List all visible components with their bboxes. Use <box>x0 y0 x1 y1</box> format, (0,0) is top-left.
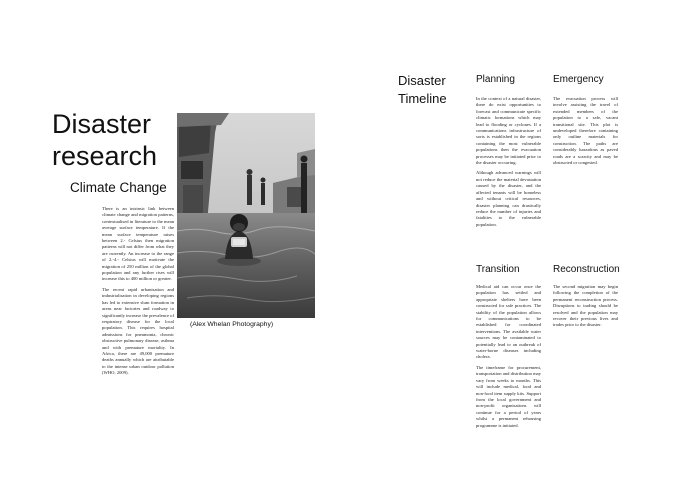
photo-caption: (Alex Whelan Photography) <box>190 321 274 328</box>
paragraph: The second migration may begin following the completion of the permanent reconstruction process. Disruptions to trading should be resolved and the population may recover their previous lives and trades prior to the disaster. <box>553 284 618 328</box>
flood-photograph <box>177 113 315 318</box>
emergency-heading: Emergency <box>553 74 604 85</box>
paragraph: Medical aid can occur once the population has settled and appropriate shelters have been constructed for safe practices. The stability of the population allows for communications to be established for coordinated interventions. The available water sources may be contaminated to potentially lead to an outbreak of water-borne diseases including cholera. <box>476 284 541 360</box>
timeline-title: Disaster Timeline <box>398 73 447 106</box>
paragraph: There is an intrinsic link between climate change and migration patterns, contextualised in literature to the mean average surface temperature. If the mean surface temperature raises between 2.- Celsius then migration patterns will not differ from what they are currently. An increase to the range of 2.-4.- Celsius will motivate the migration of 250 million of the global population and any further rises will increase this to 400 million or greater. <box>102 206 174 282</box>
planning-heading: Planning <box>476 74 515 85</box>
reconstruction-text <box>553 284 618 333</box>
planning-text <box>476 96 541 232</box>
paragraph: Although advanced warnings will not reduce the material devastation caused by the disaster, and the affected tenants will be homeless and without critical resources, disaster planning can drastically reduce the number of injuries and fatalities to the vulnerable population. <box>476 170 541 227</box>
paragraph: The recent rapid urbanisation and industrialisation in developing regions has led to extensive slum formation in areas near factories and roadway to significantly increase the prevalence of respiratory disease for the local population. This requires hospital admissions for pneumonia, chronic obstructive pulmonary disease, asthma and with premature mortality. In Africa, there are 49,000 premature deaths annually which are attributable to the intense urban outdoor pollution (WHO, 2009). <box>102 286 174 376</box>
flood-photograph-image <box>177 113 315 318</box>
transition-text <box>476 284 541 433</box>
paragraph: The timeframe for procurement, transportation and distribution may vary from weeks to months. This will include medical, food and non-food item supply kits. Support from the local government and non-profit organisations will continue for a period of years whilst a permanent rehousing programme is initiated. <box>476 364 541 428</box>
transition-heading: Transition <box>476 264 520 275</box>
subtitle: Climate Change <box>70 180 167 195</box>
paragraph: In the context of a natural disaster, there do exist opportunities to forecast and communicate specific climatic formations which may lead to flooding or cyclones. If a communications infrastructure of sorts is established in the regions containing the most vulnerable populations then the evacuation processes may be initiated prior to the disaster occurring. <box>476 96 541 166</box>
emergency-text <box>553 96 618 170</box>
climate-change-text <box>102 206 174 381</box>
page-title: Disaster research <box>52 109 158 171</box>
reconstruction-heading: Reconstruction <box>553 264 620 275</box>
paragraph: The evacuation process will involve assisting the travel of extended members of the population to a safe, vacant transitional site. This plot is undeveloped therefore containing only outline materials for construction. The paths are considerably hazardous as paved roads are a scarcity and may be obstructed or congested. <box>553 96 618 166</box>
